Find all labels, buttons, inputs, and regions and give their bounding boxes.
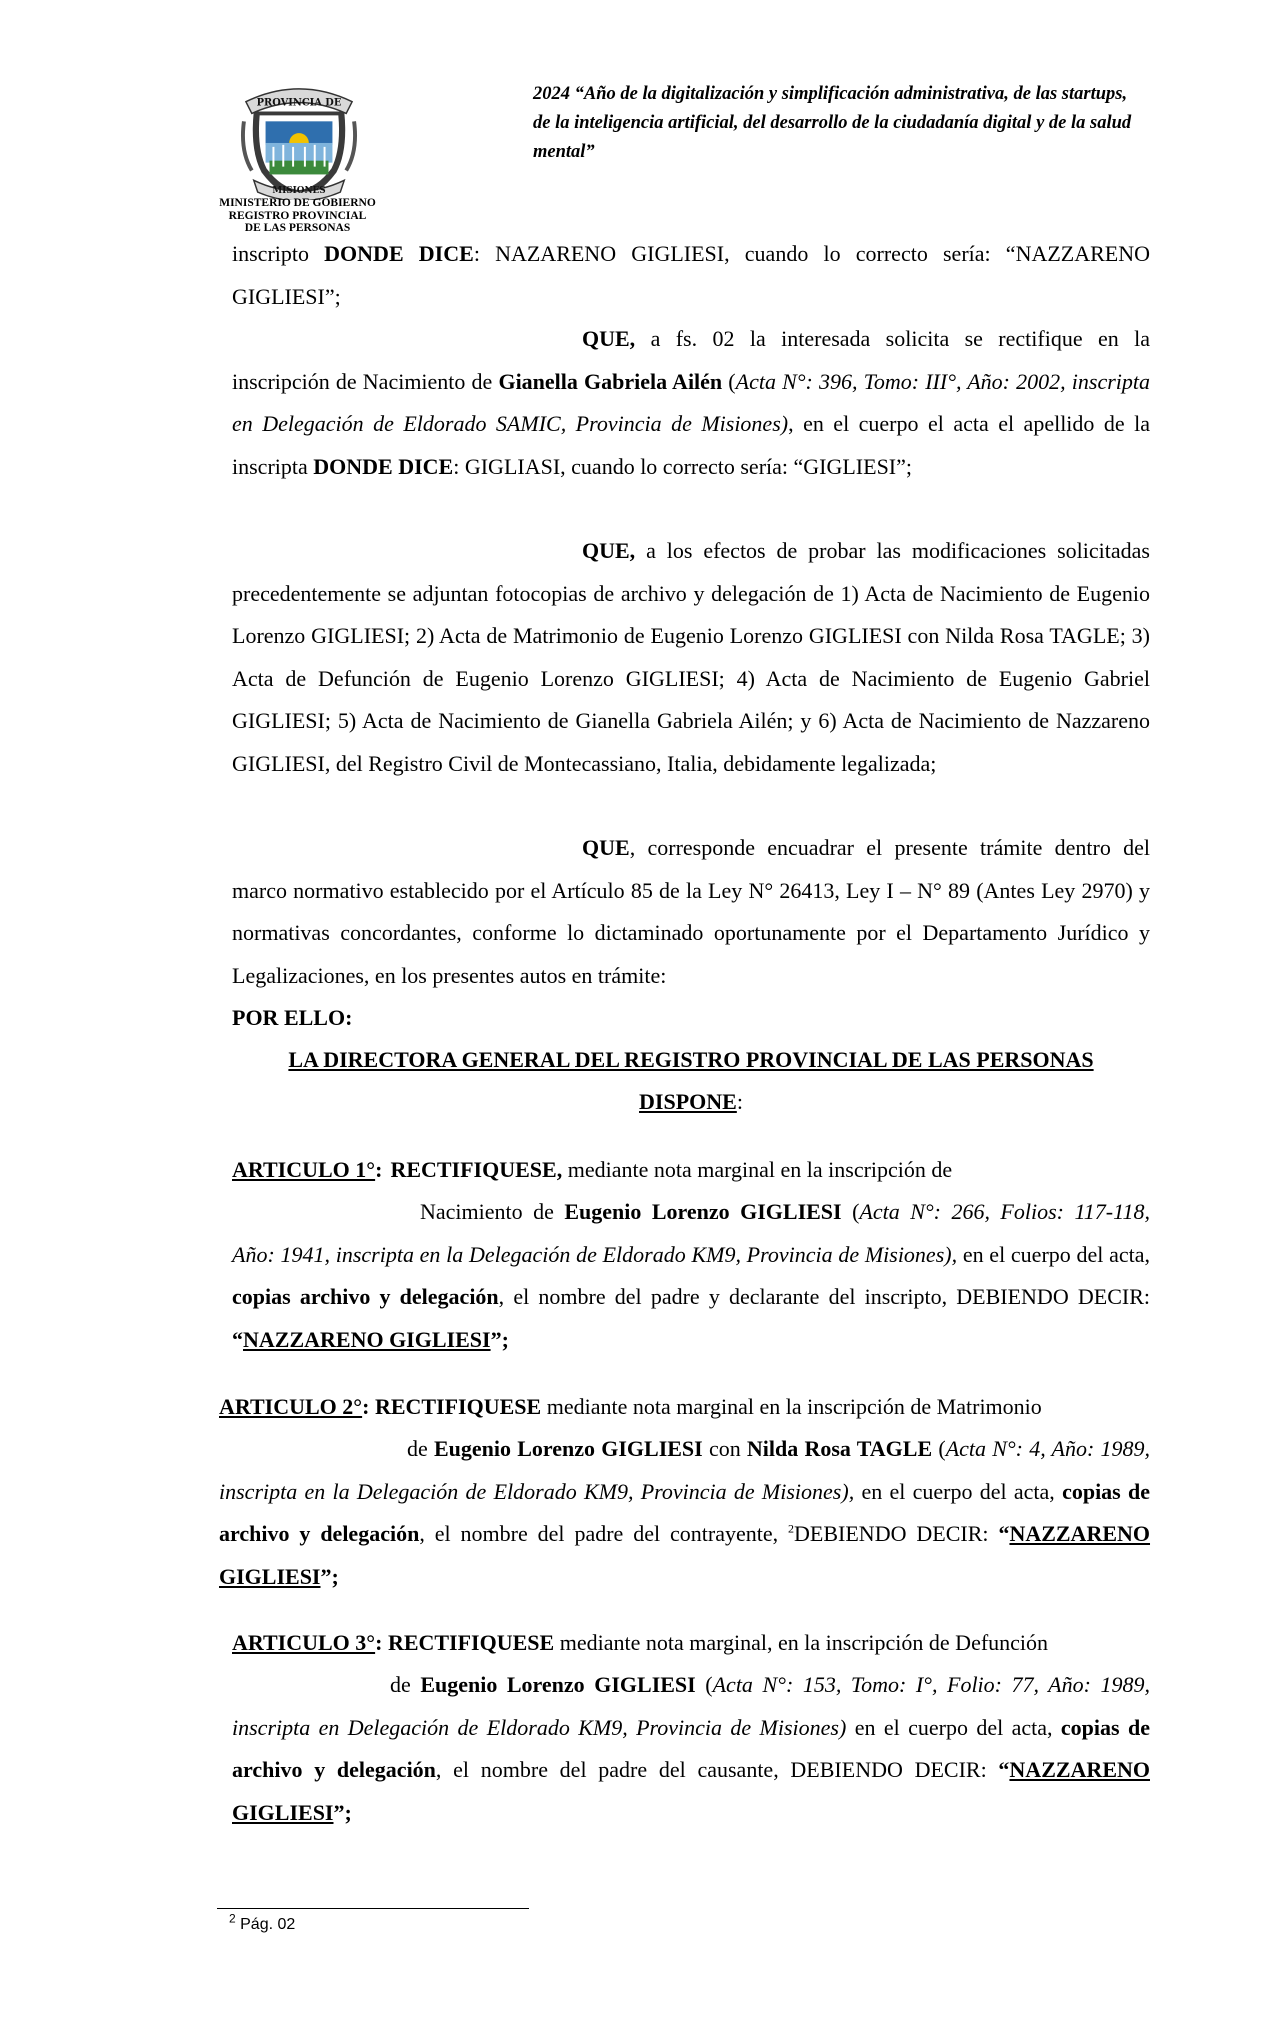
- text: :: [362, 1394, 370, 1419]
- text: mediante nota marginal en la inscripción de Matrimonio: [541, 1394, 1042, 1419]
- correct-name: NAZZARENO GIGLIESI: [243, 1326, 491, 1352]
- svg-text:MISIONES: MISIONES: [272, 186, 326, 197]
- acta-reference: Acta N°: 266, Folios: 117-118, Año: 1941, inscripta en la Delegación de Eldorado KM9, Provincia de Misiones),: [232, 1199, 1150, 1267]
- quote: “: [998, 1757, 1010, 1782]
- person-name: Eugenio Lorenzo GIGLIESI: [433, 1436, 703, 1461]
- article-label: ARTICULO 3°: [232, 1630, 376, 1655]
- ministry-line: MINISTERIO DE GOBIERNO: [219, 197, 376, 209]
- que-keyword: QUE,: [582, 326, 636, 351]
- text: (: [722, 368, 736, 394]
- copias: copias de archivo y delegación: [232, 1714, 1150, 1782]
- text: , el nombre del padre del causante, DEBIENDO DECIR:: [435, 1757, 999, 1782]
- acta-reference: Acta N°: 396, Tomo: III°, Año: 2002, inscripta en Delegación de Eldorado SAMIC, Provincia de Misiones): [232, 368, 1150, 436]
- ministry-line: REGISTRO PROVINCIAL: [228, 209, 367, 222]
- person-name: Eugenio Lorenzo GIGLIESI: [564, 1199, 842, 1224]
- text: de: [407, 1436, 434, 1461]
- considerando-paragraph: [232, 530, 1150, 785]
- footnote-rule: [217, 1908, 529, 1909]
- text: en el cuerpo del acta,: [846, 1714, 1061, 1740]
- copias: copias de archivo y delegación: [219, 1478, 1150, 1546]
- text: inscripto: [232, 241, 325, 266]
- text: :: [375, 1157, 383, 1182]
- dispone-heading: [232, 1081, 1150, 1124]
- considerando-paragraph: [232, 318, 1150, 488]
- text: con: [702, 1436, 747, 1461]
- footnote-number: 2: [229, 1911, 236, 1926]
- text: , el nombre del padre y declarante del inscripto, DEBIENDO DECIR:: [498, 1284, 1150, 1309]
- text: mediante nota marginal en la inscripción de: [562, 1157, 953, 1182]
- que-keyword: QUE,: [582, 538, 636, 563]
- text: DEBIENDO DECIR:: [794, 1521, 999, 1546]
- por-ello: POR ELLO:: [232, 1005, 353, 1030]
- acta-reference: Acta N°: 4, Año: 1989, inscripta en la Delegación de Eldorado KM9, Provincia de Misiones),: [219, 1436, 1151, 1504]
- paragraph-continuation: [232, 233, 1150, 318]
- text: : GIGLIASI, cuando lo correcto sería: “GIGLIESI”;: [453, 453, 913, 479]
- text: :: [736, 1089, 743, 1114]
- quote: ”;: [333, 1799, 352, 1825]
- text: , en el cuerpo el acta el apellido de la inscripta: [232, 411, 1151, 479]
- text: Nacimiento de: [420, 1199, 565, 1224]
- ministry-line: DE LAS PERSONAS: [244, 222, 351, 234]
- ministry-heading: [190, 197, 405, 235]
- province-coat-of-arms-logo: [240, 82, 358, 200]
- text: mediante nota marginal, en la inscripción de Defunción: [554, 1630, 1049, 1655]
- text: en el cuerpo del acta,: [854, 1478, 1063, 1504]
- correct-name: NAZZARENO GIGLIESI: [232, 1757, 1150, 1825]
- quote: “: [998, 1521, 1010, 1546]
- quote: ”;: [490, 1326, 509, 1352]
- rectifiquese: RECTIFIQUESE,: [390, 1157, 563, 1182]
- acta-reference: Acta N°: 153, Tomo: I°, Folio: 77, Año: 1989, inscripta en Delegación de Eldorado KM9, Provincia de Misiones): [232, 1672, 1150, 1740]
- text: a fs. 02 la interesada solicita se rectifique en la inscripción de Nacimiento de: [232, 326, 1150, 394]
- dispone-word: DISPONE: [639, 1089, 737, 1114]
- text: a los efectos de probar las modificaciones solicitadas precedentemente se adjuntan fotocopias de archivo y delegación de 1) Acta de Nacimiento de Eugenio Lorenzo GIGLIESI; 2) Acta de Matrimonio de Eugenio Lorenzo GIGLIESI con Nilda Rosa TAGLE; 3) Acta de Defunción de Eugenio Lorenzo GIGLIESI; 4) Acta de Nacimiento de Eugenio Gabriel GIGLIESI; 5) Acta de Nacimiento de Gianella Gabriela Ailén; y 6) Acta de Nacimiento de Nazzareno GIGLIESI, del Registro Civil de Montecassiano, Italia, debidamente legalizada;: [232, 538, 1150, 776]
- donde-dice: DONDE DICE: [324, 241, 474, 266]
- text: (: [841, 1199, 860, 1224]
- text: (: [932, 1436, 946, 1461]
- article-label: ARTICULO 1°: [232, 1157, 376, 1182]
- text: en el cuerpo del acta,: [957, 1241, 1150, 1267]
- footnote: [229, 1911, 296, 1936]
- text: :: [375, 1630, 383, 1655]
- footnote-text: Pág. 02: [235, 1916, 296, 1933]
- person-name: Eugenio Lorenzo GIGLIESI: [420, 1672, 696, 1697]
- que-keyword: QUE: [582, 835, 630, 860]
- text: : NAZARENO GIGLIESI, cuando lo correcto sería: “NAZZARENO GIGLIESI”;: [232, 241, 1150, 309]
- text: de: [390, 1672, 421, 1697]
- person-name: Nilda Rosa TAGLE: [746, 1436, 933, 1461]
- article-2-body: [219, 1428, 1150, 1598]
- rectifiquese: RECTIFIQUESE: [369, 1394, 542, 1419]
- rectifiquese: RECTIFIQUESE: [382, 1630, 555, 1655]
- year-motto: 2024 “Año de la digitalización y simplificación administrativa, de las startups, de la inteligencia artificial, del desarrollo de la ciudadanía digital y de la salud mental”: [533, 84, 1132, 162]
- footnote-ref: 2: [788, 1521, 795, 1536]
- article-1-body: [232, 1191, 1150, 1361]
- text: , el nombre del padre del contrayente,: [419, 1521, 789, 1546]
- considerando-paragraph: [232, 827, 1150, 997]
- article-1: [232, 1149, 1150, 1192]
- quote: ”;: [320, 1563, 339, 1589]
- svg-text:PROVINCIA DE: PROVINCIA DE: [256, 97, 342, 109]
- article-3: [232, 1622, 1150, 1665]
- directora-heading: LA DIRECTORA GENERAL DEL REGISTRO PROVINCIAL DE LAS PERSONAS: [288, 1047, 1094, 1072]
- copias: copias archivo y delegación: [232, 1284, 499, 1309]
- donde-dice: DONDE DICE: [313, 453, 454, 479]
- quote: “: [232, 1326, 243, 1352]
- text: (: [695, 1672, 713, 1697]
- article-3-body: [232, 1664, 1150, 1834]
- article-label: ARTICULO 2°: [219, 1394, 363, 1419]
- person-name: Gianella Gabriela Ailén: [498, 368, 723, 394]
- text: , corresponde encuadrar el presente trámite dentro del marco normativo establecido por el Artículo 85 de la Ley N° 26413, Ley I – N° 89 (Antes Ley 2970) y normativas concordantes, conforme lo dictaminado oportunamente por el Departamento Jurídico y Legalizaciones, en los presentes autos en trámite:: [232, 835, 1150, 988]
- correct-name: NAZZARENO GIGLIESI: [219, 1521, 1151, 1589]
- article-2: [219, 1386, 1150, 1429]
